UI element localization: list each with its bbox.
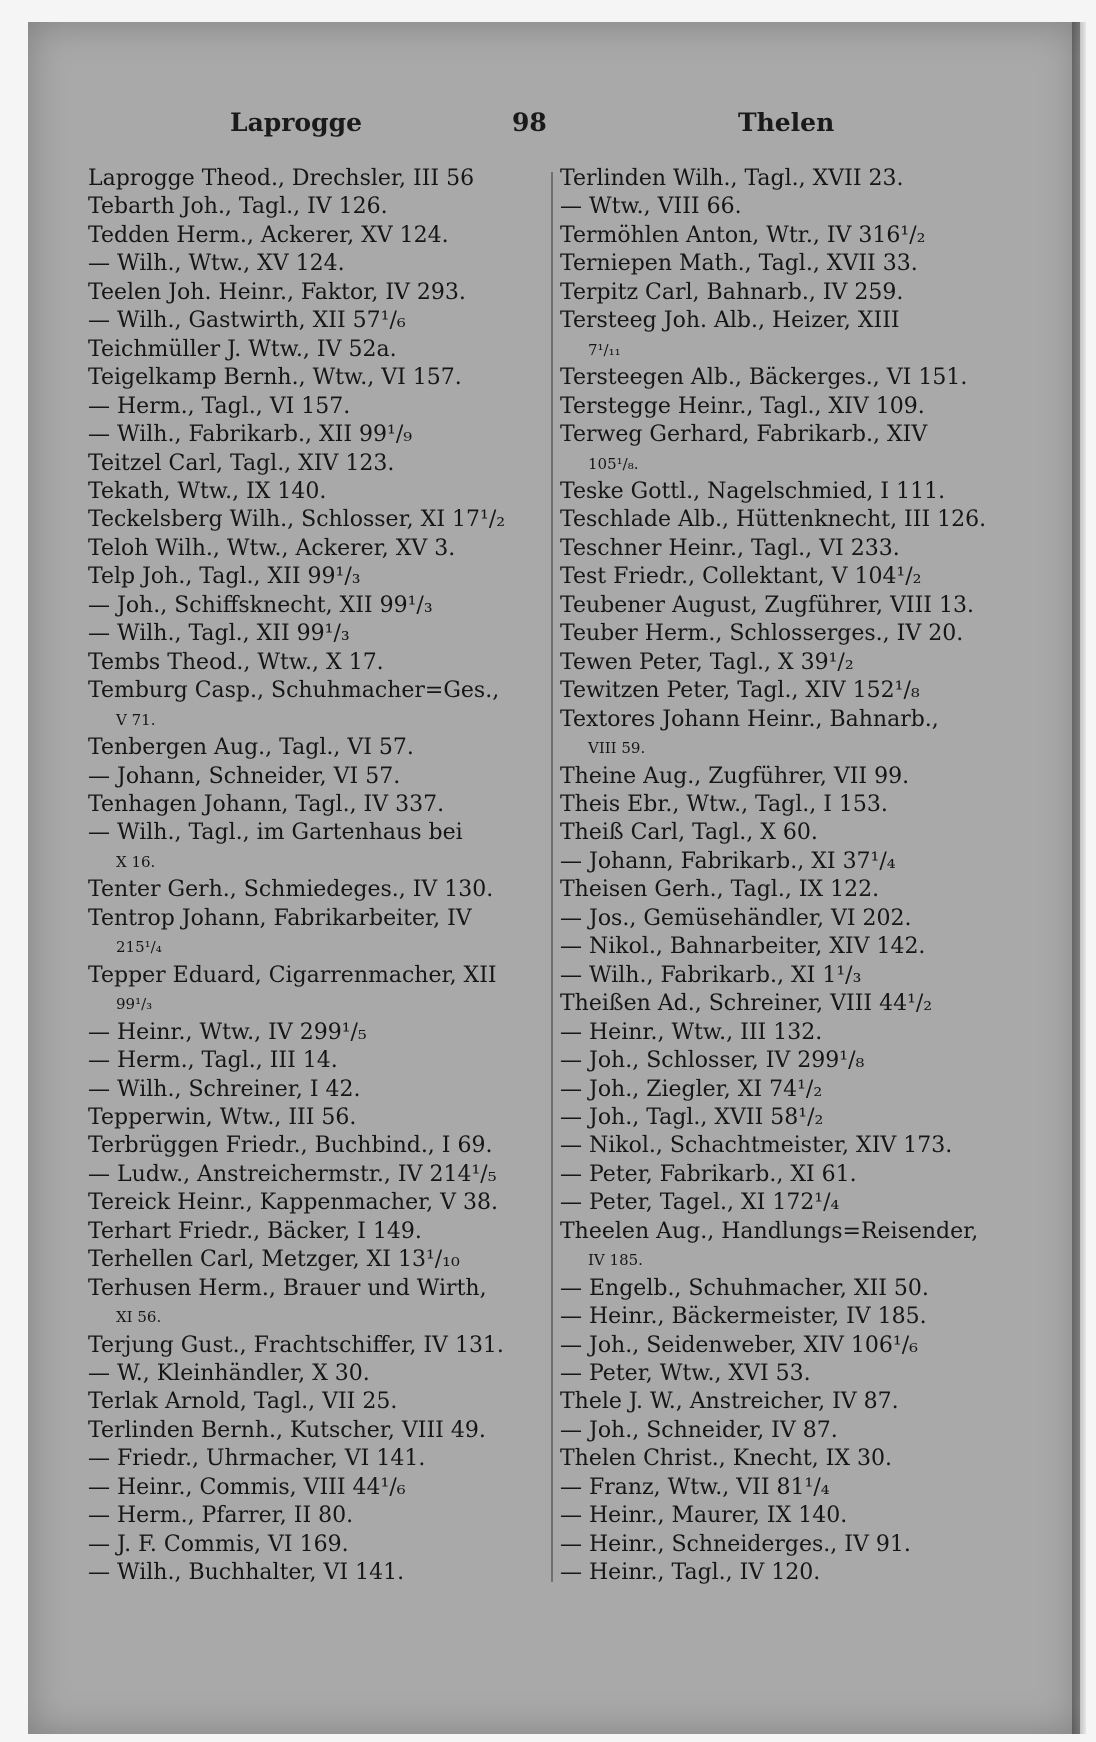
directory-entry: Textores Johann Heinr., Bahnarb., xyxy=(560,706,939,732)
directory-entry: Theiß Carl, Tagl., X 60. xyxy=(560,820,818,846)
directory-entry: — Heinr., Commis, VIII 44¹/₆ xyxy=(88,1474,406,1500)
directory-entry: Terpitz Carl, Bahnarb., IV 259. xyxy=(560,279,904,305)
directory-entry: — Peter, Fabrikarb., XI 61. xyxy=(560,1161,857,1187)
directory-entry: Teubener August, Zugführer, VIII 13. xyxy=(560,592,974,618)
directory-entry: — Peter, Wtw., XVI 53. xyxy=(560,1361,811,1387)
directory-entry: Teckelsberg Wilh., Schlosser, XI 17¹/₂ xyxy=(88,507,506,533)
directory-entry-continuation: 99¹/₃ xyxy=(116,995,153,1014)
directory-entry: Temburg Casp., Schuhmacher=Ges., xyxy=(88,678,500,704)
directory-entry: — Wilh., Fabrikarb., XII 99¹/₉ xyxy=(88,422,413,448)
directory-entry: Tedden Herm., Ackerer, XV 124. xyxy=(88,222,449,248)
directory-entry: — W., Kleinhändler, X 30. xyxy=(88,1361,370,1387)
directory-entry: — Ludw., Anstreichermstr., IV 214¹/₅ xyxy=(88,1161,497,1187)
directory-entry-continuation: VIII 59. xyxy=(588,739,646,758)
directory-entry: — Nikol., Bahnarbeiter, XIV 142. xyxy=(560,934,926,960)
header-right-catchword: Thelen xyxy=(738,108,835,137)
directory-entry: — Nikol., Schachtmeister, XIV 173. xyxy=(560,1133,953,1159)
directory-entry: — Joh., Seidenweber, XIV 106¹/₆ xyxy=(560,1332,918,1358)
directory-entry: Tereick Heinr., Kappenmacher, V 38. xyxy=(88,1190,499,1216)
directory-entry: Thelen Christ., Knecht, IX 30. xyxy=(560,1446,893,1472)
page-number: 98 xyxy=(512,108,547,137)
directory-entry: Terhellen Carl, Metzger, XI 13¹/₁₀ xyxy=(88,1247,460,1273)
directory-entry: Teschner Heinr., Tagl., VI 233. xyxy=(560,535,900,561)
directory-entry-continuation: 105¹/₈. xyxy=(588,454,639,473)
directory-entry: — Herm., Tagl., VI 157. xyxy=(88,393,351,419)
directory-entry: Tenter Gerh., Schmiedeges., IV 130. xyxy=(88,877,494,903)
directory-entry: — Engelb., Schuhmacher, XII 50. xyxy=(560,1275,929,1301)
directory-entry: — Wilh., Schreiner, I 42. xyxy=(88,1076,361,1102)
directory-entry: — Heinr., Wtw., III 132. xyxy=(560,1019,823,1045)
directory-entry: Theine Aug., Zugführer, VII 99. xyxy=(560,763,910,789)
directory-entry-continuation: 7¹/₁₁ xyxy=(588,340,621,359)
directory-entry: Termöhlen Anton, Wtr., IV 316¹/₂ xyxy=(560,222,926,248)
directory-entry: Teschlade Alb., Hüttenknecht, III 126. xyxy=(560,507,987,533)
directory-entry: Theisen Gerh., Tagl., IX 122. xyxy=(560,877,880,903)
directory-entry: Tepperwin, Wtw., III 56. xyxy=(88,1104,357,1130)
directory-entry: — Peter, Tagel., XI 172¹/₄ xyxy=(560,1190,840,1216)
directory-entry: Terhart Friedr., Bäcker, I 149. xyxy=(88,1218,422,1244)
running-head xyxy=(28,108,1080,148)
directory-entry: Tersteeg Joh. Alb., Heizer, XIII xyxy=(560,308,900,334)
directory-entry: Teloh Wilh., Wtw., Ackerer, XV 3. xyxy=(88,535,456,561)
directory-entry: Thele J. W., Anstreicher, IV 87. xyxy=(560,1389,899,1415)
directory-entry: Terweg Gerhard, Fabrikarb., XIV xyxy=(560,422,928,448)
directory-entry: Tentrop Johann, Fabrikarbeiter, IV xyxy=(88,905,472,931)
directory-entry: Terjung Gust., Frachtschiffer, IV 131. xyxy=(88,1332,504,1358)
directory-entry: — Wilh., Gastwirth, XII 57¹/₆ xyxy=(88,308,406,334)
directory-entry: Terlinden Bernh., Kutscher, VIII 49. xyxy=(88,1417,486,1443)
directory-entry: — Johann, Fabrikarb., XI 37¹/₄ xyxy=(560,848,896,874)
directory-entry: Tewen Peter, Tagl., X 39¹/₂ xyxy=(560,649,854,675)
directory-entry: Terhusen Herm., Brauer und Wirth, xyxy=(88,1275,487,1301)
directory-entry: Teitzel Carl, Tagl., XIV 123. xyxy=(88,450,395,476)
directory-entry: Tepper Eduard, Cigarrenmacher, XII xyxy=(88,962,497,988)
directory-entry-continuation: XI 56. xyxy=(116,1308,162,1327)
directory-entry: — Herm., Pfarrer, II 80. xyxy=(88,1503,354,1529)
directory-entry: — Heinr., Schneiderges., IV 91. xyxy=(560,1531,911,1557)
directory-entry: — Friedr., Uhrmacher, VI 141. xyxy=(88,1446,426,1472)
directory-entry: Terlak Arnold, Tagl., VII 25. xyxy=(88,1389,398,1415)
directory-entry-continuation: 215¹/₄ xyxy=(116,938,162,957)
directory-entry: Teichmüller J. Wtw., IV 52a. xyxy=(88,336,397,362)
directory-entry: — Wtw., VIII 66. xyxy=(560,194,742,220)
directory-entry: — Joh., Schneider, IV 87. xyxy=(560,1417,838,1443)
directory-entry: — Jos., Gemüsehändler, VI 202. xyxy=(560,905,912,931)
header-left-catchword: Laprogge xyxy=(230,108,362,137)
directory-entry-continuation: V 71. xyxy=(116,710,156,729)
directory-entry-continuation: IV 185. xyxy=(588,1251,643,1270)
directory-entry: Teske Gottl., Nagelschmied, I 111. xyxy=(560,478,946,504)
directory-entry: — Franz, Wtw., VII 81¹/₄ xyxy=(560,1474,830,1500)
directory-entry: — Johann, Schneider, VI 57. xyxy=(88,763,401,789)
right-column xyxy=(560,165,1030,1588)
directory-entry: Tekath, Wtw., IX 140. xyxy=(88,478,327,504)
directory-entry: Tebarth Joh., Tagl., IV 126. xyxy=(88,194,388,220)
directory-entry: Telp Joh., Tagl., XII 99¹/₃ xyxy=(88,564,361,590)
directory-entry: — Heinr., Maurer, IX 140. xyxy=(560,1503,848,1529)
directory-entry: Tenbergen Aug., Tagl., VI 57. xyxy=(88,735,414,761)
directory-entry: — Heinr., Bäckermeister, IV 185. xyxy=(560,1304,927,1330)
directory-entry: — Heinr., Wtw., IV 299¹/₅ xyxy=(88,1019,367,1045)
directory-entry: Teelen Joh. Heinr., Faktor, IV 293. xyxy=(88,279,466,305)
directory-entry: Teigelkamp Bernh., Wtw., VI 157. xyxy=(88,365,462,391)
directory-entry-continuation: X 16. xyxy=(116,852,156,871)
directory-entry: — Wilh., Wtw., XV 124. xyxy=(88,251,345,277)
directory-entry: Tersteegen Alb., Bäckerges., VI 151. xyxy=(560,365,968,391)
directory-entry: Theis Ebr., Wtw., Tagl., I 153. xyxy=(560,791,888,817)
directory-entry: — Herm., Tagl., III 14. xyxy=(88,1048,338,1074)
directory-entry: — Wilh., Tagl., XII 99¹/₃ xyxy=(88,621,350,647)
directory-entry: — Joh., Tagl., XVII 58¹/₂ xyxy=(560,1104,824,1130)
directory-entry: — Wilh., Fabrikarb., XI 1¹/₃ xyxy=(560,962,862,988)
directory-entry: Terniepen Math., Tagl., XVII 33. xyxy=(560,251,918,277)
directory-entry: Tewitzen Peter, Tagl., XIV 152¹/₈ xyxy=(560,678,920,704)
directory-entry: Theelen Aug., Handlungs=Reisender, xyxy=(560,1218,979,1244)
directory-entry: Terstegge Heinr., Tagl., XIV 109. xyxy=(560,393,925,419)
directory-entry: Laprogge Theod., Drechsler, III 56 xyxy=(88,166,475,191)
directory-entry: Terlinden Wilh., Tagl., XVII 23. xyxy=(560,166,904,191)
left-column xyxy=(88,165,558,1588)
directory-entry: — J. F. Commis, VI 169. xyxy=(88,1531,349,1557)
directory-entry: Test Friedr., Collektant, V 104¹/₂ xyxy=(560,564,922,590)
directory-page xyxy=(28,22,1086,1734)
directory-entry: — Wilh., Tagl., im Gartenhaus bei xyxy=(88,820,463,846)
directory-entry: — Joh., Schlosser, IV 299¹/₈ xyxy=(560,1048,865,1074)
directory-entry: Tembs Theod., Wtw., X 17. xyxy=(88,649,384,675)
directory-entry: Terbrüggen Friedr., Buchbind., I 69. xyxy=(88,1133,493,1159)
directory-entry: — Joh., Ziegler, XI 74¹/₂ xyxy=(560,1076,823,1102)
directory-entry: Theißen Ad., Schreiner, VIII 44¹/₂ xyxy=(560,991,933,1017)
directory-entry: — Wilh., Buchhalter, VI 141. xyxy=(88,1560,405,1586)
directory-entry: Tenhagen Johann, Tagl., IV 337. xyxy=(88,791,445,817)
directory-entry: — Joh., Schiffsknecht, XII 99¹/₃ xyxy=(88,592,433,618)
directory-entry: Teuber Herm., Schlosserges., IV 20. xyxy=(560,621,964,647)
directory-entry: — Heinr., Tagl., IV 120. xyxy=(560,1560,821,1586)
